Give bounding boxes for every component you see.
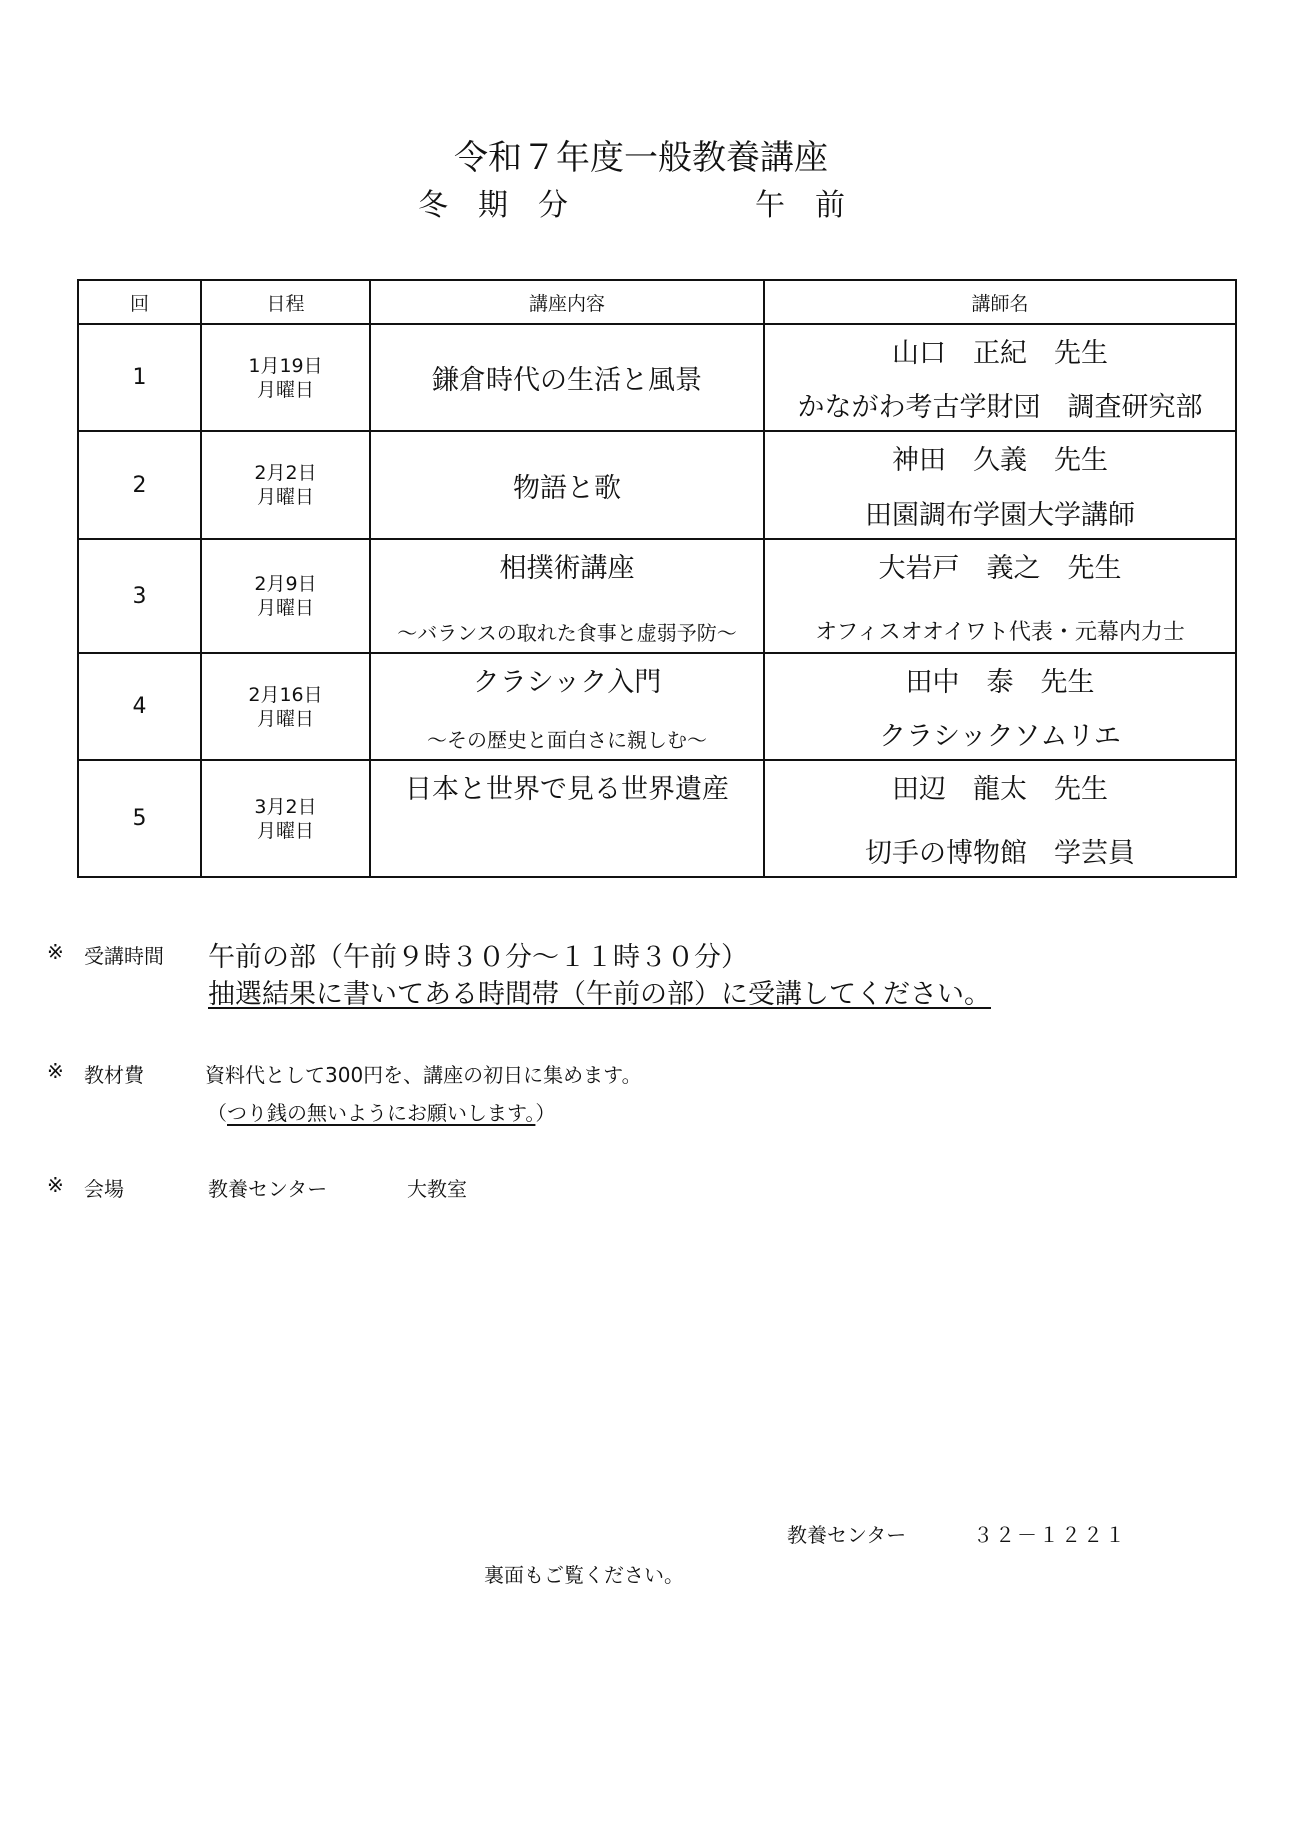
fee-line2-text: つり銭の無いようにお願いします。 [227, 1101, 536, 1125]
fee-line2 [207, 1097, 555, 1126]
time-label: 受講時間 [84, 944, 164, 968]
venue-room: 大教室 [407, 1177, 467, 1201]
course-title: 鎌倉時代の生活と風景 [432, 365, 702, 396]
course-content [370, 653, 764, 760]
session-number: 4 [78, 653, 201, 760]
course-subtitle: ～その歴史と面白さに親しむ～ [427, 728, 707, 752]
paren: ） [535, 1101, 556, 1125]
lecturer-name: 田辺 龍太 先生 [892, 774, 1108, 805]
note-mark: ※ [47, 940, 64, 964]
time-line1: 午前の部（午前９時３０分～１１時３０分） [208, 942, 748, 973]
table-row [78, 760, 1236, 877]
lecturer-affiliation: オフィスオオイワト代表・元幕内力士 [815, 620, 1185, 645]
lecturer [764, 431, 1236, 539]
lecturer [764, 760, 1236, 877]
lecturer-affiliation: かながわ考古学財団 調査研究部 [797, 392, 1203, 423]
course-weekday: 月曜日 [256, 486, 314, 508]
course-content [370, 324, 764, 431]
session-label: 午 前 [755, 188, 845, 223]
season-label: 冬 期 分 [418, 188, 568, 223]
table-row [78, 324, 1236, 431]
time-line2 [208, 972, 1008, 1011]
course-date: 1月19日 [248, 354, 323, 377]
course-weekday: 月曜日 [256, 819, 314, 842]
lecturer [764, 539, 1236, 653]
lecturer-name: 田中 泰 先生 [905, 667, 1095, 698]
course-date: 3月2日 [254, 795, 317, 818]
table-row [78, 431, 1236, 539]
table-row [78, 653, 1236, 760]
note-mark: ※ [47, 1173, 64, 1197]
lecturer [764, 653, 1236, 760]
schedule-table [77, 279, 1237, 878]
course-content [370, 431, 764, 539]
paren: （ [207, 1101, 227, 1125]
course-weekday: 月曜日 [256, 597, 314, 619]
contact-phone: ３２－１２２１ [973, 1523, 1127, 1547]
lecturer-name: 大岩戸 義之 先生 [878, 553, 1122, 584]
table-header [78, 280, 1236, 324]
session-number: 1 [78, 324, 201, 431]
page-title: 令和７年度一般教養講座 [454, 138, 828, 178]
lecturer-affiliation: クラシックソムリエ [879, 721, 1121, 752]
session-number: 2 [78, 431, 201, 539]
course-date: 2月2日 [254, 462, 317, 484]
contact-name: 教養センター [787, 1523, 907, 1547]
fee-line1: 資料代として300円を、講座の初日に集めます。 [205, 1063, 642, 1087]
column-header: 講座内容 [370, 280, 764, 324]
course-content [370, 539, 764, 653]
back-note: 裏面もご覧ください。 [484, 1563, 684, 1587]
course-title: 相撲術講座 [499, 553, 635, 584]
table-row [78, 539, 1236, 653]
venue-label: 会場 [84, 1177, 124, 1201]
course-weekday: 月曜日 [256, 707, 314, 730]
course-date: 2月9日 [254, 573, 317, 595]
lecturer-affiliation: 田園調布学園大学講師 [865, 500, 1135, 531]
course-subtitle: ～バランスの取れた食事と虚弱予防～ [397, 621, 737, 645]
course-title: 物語と歌 [513, 472, 621, 504]
column-header: 日程 [201, 280, 370, 324]
course-title: クラシック入門 [472, 667, 662, 698]
course-date: 2月16日 [248, 683, 323, 706]
venue-place: 教養センター [208, 1177, 328, 1201]
session-number: 3 [78, 539, 201, 653]
course-title: 日本と世界で見る世界遺産 [405, 774, 729, 805]
column-header: 回 [78, 280, 201, 324]
course-content [370, 760, 764, 877]
lecturer [764, 324, 1236, 431]
session-number: 5 [78, 760, 201, 877]
column-header: 講師名 [764, 280, 1236, 324]
lecturer-affiliation: 切手の博物館 学芸員 [865, 838, 1135, 869]
time-line2-text: 抽選結果に書いてある時間帯（午前の部）に受講してください。 [208, 979, 991, 1010]
lecturer-name: 山口 正紀 先生 [892, 338, 1108, 369]
course-weekday: 月曜日 [256, 378, 314, 401]
lecturer-name: 神田 久義 先生 [892, 445, 1108, 476]
fee-label: 教材費 [84, 1063, 144, 1087]
note-mark: ※ [47, 1059, 64, 1083]
